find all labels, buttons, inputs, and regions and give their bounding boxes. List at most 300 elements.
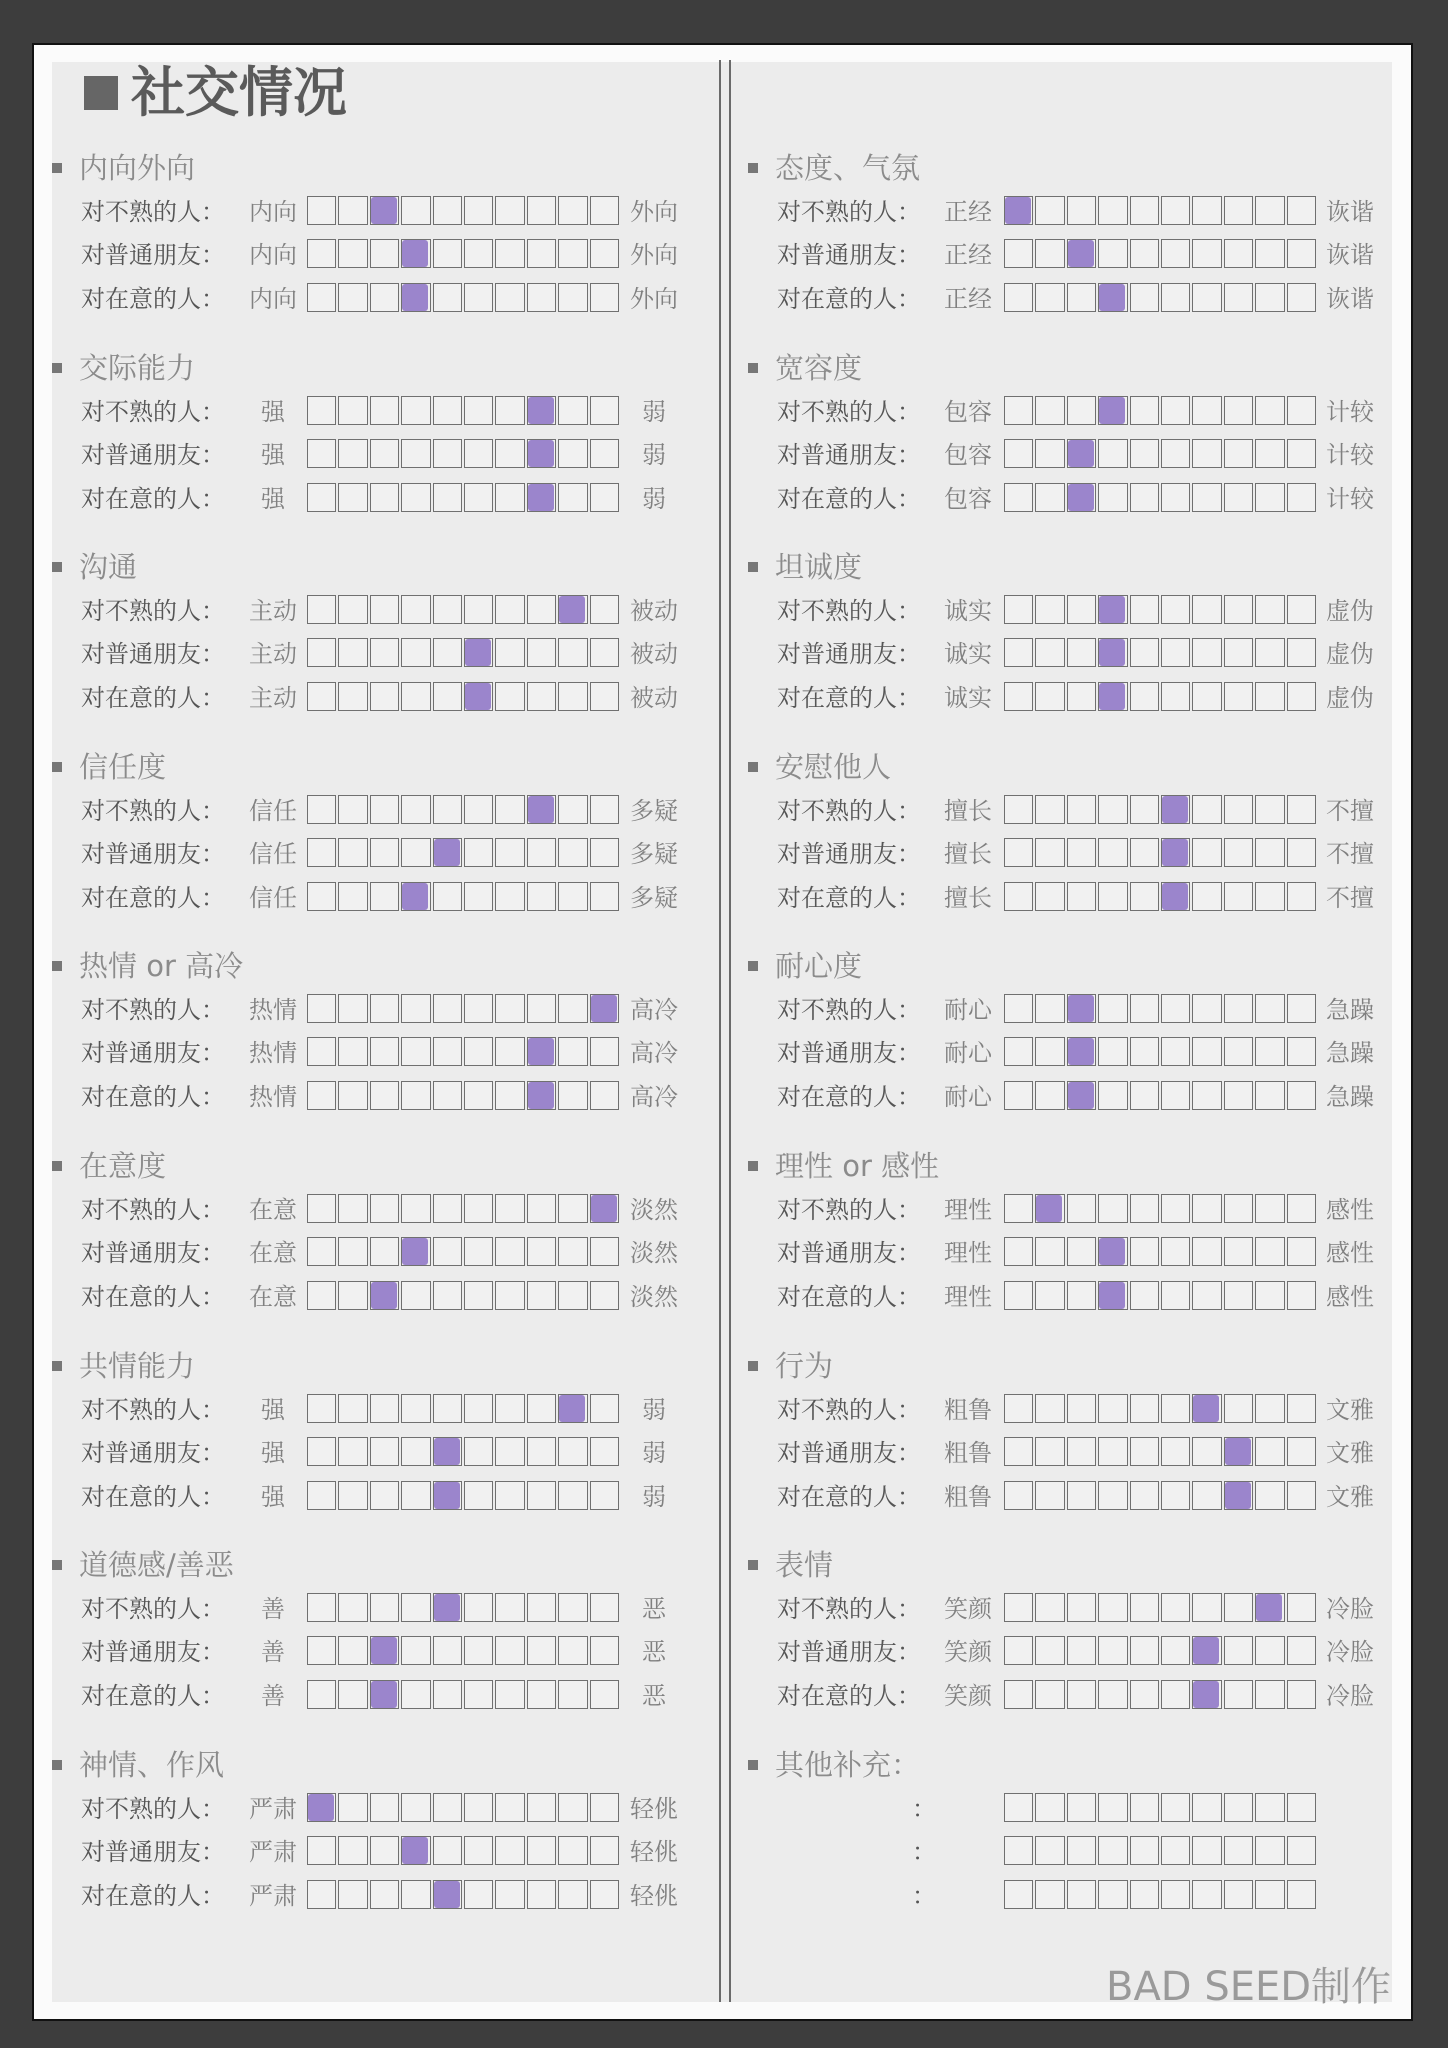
scale-cell[interactable] bbox=[433, 1793, 462, 1822]
scale-cell[interactable] bbox=[307, 838, 336, 867]
scale-cell[interactable] bbox=[433, 283, 462, 312]
scale-cell[interactable] bbox=[1224, 239, 1253, 268]
scale-cell[interactable] bbox=[1192, 795, 1221, 824]
scale-cell[interactable] bbox=[307, 795, 336, 824]
rating-scale[interactable] bbox=[307, 1793, 619, 1824]
scale-cell[interactable] bbox=[1255, 396, 1284, 425]
scale-cell[interactable] bbox=[1161, 595, 1190, 624]
scale-cell[interactable] bbox=[1004, 882, 1033, 911]
scale-cell[interactable] bbox=[1255, 1237, 1284, 1266]
rating-scale[interactable] bbox=[307, 1593, 619, 1624]
scale-cell[interactable] bbox=[1255, 595, 1284, 624]
scale-cell[interactable] bbox=[307, 1593, 336, 1622]
scale-cell[interactable] bbox=[1192, 1836, 1221, 1865]
rating-scale[interactable] bbox=[307, 1081, 619, 1112]
scale-cell[interactable] bbox=[433, 439, 462, 468]
scale-cell[interactable] bbox=[1287, 994, 1316, 1023]
scale-cell[interactable] bbox=[1255, 196, 1284, 225]
scale-cell[interactable] bbox=[558, 994, 587, 1023]
scale-cell[interactable] bbox=[590, 1836, 619, 1865]
scale-cell[interactable] bbox=[338, 1394, 367, 1423]
scale-cell[interactable] bbox=[1287, 483, 1316, 512]
scale-cell[interactable] bbox=[1224, 795, 1253, 824]
scale-cell[interactable] bbox=[370, 1481, 399, 1510]
scale-cell[interactable] bbox=[1161, 1037, 1190, 1066]
blank-scale[interactable] bbox=[1004, 1793, 1316, 1824]
scale-cell-marked[interactable] bbox=[1098, 638, 1127, 667]
scale-cell[interactable] bbox=[1004, 1836, 1033, 1865]
scale-cell[interactable] bbox=[370, 638, 399, 667]
scale-cell-marked[interactable] bbox=[1067, 483, 1096, 512]
scale-cell[interactable] bbox=[1098, 239, 1127, 268]
scale-cell[interactable] bbox=[1035, 239, 1064, 268]
rating-scale[interactable] bbox=[1004, 1037, 1316, 1068]
scale-cell[interactable] bbox=[464, 283, 493, 312]
rating-scale[interactable] bbox=[1004, 483, 1316, 514]
scale-cell[interactable] bbox=[1255, 1037, 1284, 1066]
scale-cell[interactable] bbox=[1161, 483, 1190, 512]
scale-cell[interactable] bbox=[1192, 1194, 1221, 1223]
scale-cell[interactable] bbox=[527, 1836, 556, 1865]
scale-cell[interactable] bbox=[527, 838, 556, 867]
scale-cell[interactable] bbox=[527, 1636, 556, 1665]
scale-cell[interactable] bbox=[590, 1081, 619, 1110]
rating-scale[interactable] bbox=[1004, 682, 1316, 713]
scale-cell[interactable] bbox=[558, 1281, 587, 1310]
scale-cell[interactable] bbox=[1161, 1194, 1190, 1223]
scale-cell-marked[interactable] bbox=[1224, 1481, 1253, 1510]
scale-cell-marked[interactable] bbox=[401, 283, 430, 312]
scale-cell[interactable] bbox=[590, 882, 619, 911]
scale-cell[interactable] bbox=[370, 1793, 399, 1822]
scale-cell[interactable] bbox=[495, 1194, 524, 1223]
scale-cell[interactable] bbox=[307, 1437, 336, 1466]
rating-scale[interactable] bbox=[307, 1836, 619, 1867]
scale-cell[interactable] bbox=[1224, 838, 1253, 867]
scale-cell[interactable] bbox=[527, 196, 556, 225]
scale-cell[interactable] bbox=[1287, 1593, 1316, 1622]
scale-cell[interactable] bbox=[590, 1880, 619, 1909]
scale-cell[interactable] bbox=[338, 283, 367, 312]
scale-cell-marked[interactable] bbox=[590, 994, 619, 1023]
scale-cell[interactable] bbox=[1130, 1437, 1159, 1466]
scale-cell[interactable] bbox=[1035, 1593, 1064, 1622]
scale-cell[interactable] bbox=[1224, 882, 1253, 911]
scale-cell[interactable] bbox=[1224, 1836, 1253, 1865]
rating-scale[interactable] bbox=[307, 483, 619, 514]
scale-cell[interactable] bbox=[495, 1281, 524, 1310]
scale-cell[interactable] bbox=[370, 1237, 399, 1266]
scale-cell[interactable] bbox=[1161, 1836, 1190, 1865]
scale-cell[interactable] bbox=[370, 1836, 399, 1865]
rating-scale[interactable] bbox=[307, 1237, 619, 1268]
scale-cell[interactable] bbox=[1287, 882, 1316, 911]
scale-cell[interactable] bbox=[433, 994, 462, 1023]
scale-cell[interactable] bbox=[1067, 1437, 1096, 1466]
scale-cell[interactable] bbox=[1067, 1680, 1096, 1709]
scale-cell[interactable] bbox=[433, 1194, 462, 1223]
scale-cell[interactable] bbox=[1161, 283, 1190, 312]
rating-scale[interactable] bbox=[1004, 1194, 1316, 1225]
scale-cell[interactable] bbox=[1161, 1394, 1190, 1423]
scale-cell[interactable] bbox=[401, 1037, 430, 1066]
scale-cell[interactable] bbox=[495, 1793, 524, 1822]
scale-cell[interactable] bbox=[1161, 682, 1190, 711]
scale-cell[interactable] bbox=[590, 638, 619, 667]
scale-cell[interactable] bbox=[558, 1481, 587, 1510]
scale-cell[interactable] bbox=[1192, 1880, 1221, 1909]
scale-cell[interactable] bbox=[1130, 196, 1159, 225]
scale-cell[interactable] bbox=[1067, 1593, 1096, 1622]
scale-cell[interactable] bbox=[1130, 1081, 1159, 1110]
scale-cell[interactable] bbox=[338, 638, 367, 667]
scale-cell[interactable] bbox=[1098, 1194, 1127, 1223]
scale-cell[interactable] bbox=[401, 595, 430, 624]
scale-cell[interactable] bbox=[401, 396, 430, 425]
scale-cell[interactable] bbox=[527, 1793, 556, 1822]
scale-cell[interactable] bbox=[1035, 483, 1064, 512]
rating-scale[interactable] bbox=[307, 1394, 619, 1425]
scale-cell-marked[interactable] bbox=[1255, 1593, 1284, 1622]
scale-cell-marked[interactable] bbox=[1067, 994, 1096, 1023]
scale-cell[interactable] bbox=[1035, 1437, 1064, 1466]
scale-cell[interactable] bbox=[338, 1194, 367, 1223]
scale-cell[interactable] bbox=[338, 439, 367, 468]
scale-cell[interactable] bbox=[527, 283, 556, 312]
scale-cell[interactable] bbox=[1192, 838, 1221, 867]
scale-cell[interactable] bbox=[307, 1636, 336, 1665]
scale-cell[interactable] bbox=[370, 483, 399, 512]
scale-cell[interactable] bbox=[1192, 1281, 1221, 1310]
rating-scale[interactable] bbox=[1004, 396, 1316, 427]
scale-cell[interactable] bbox=[370, 283, 399, 312]
scale-cell[interactable] bbox=[307, 1081, 336, 1110]
rating-scale[interactable] bbox=[307, 439, 619, 470]
scale-cell[interactable] bbox=[1287, 439, 1316, 468]
scale-cell[interactable] bbox=[1192, 1593, 1221, 1622]
scale-cell[interactable] bbox=[464, 1680, 493, 1709]
scale-cell[interactable] bbox=[1287, 1437, 1316, 1466]
scale-cell[interactable] bbox=[338, 1281, 367, 1310]
scale-cell[interactable] bbox=[1192, 1237, 1221, 1266]
scale-cell[interactable] bbox=[1224, 994, 1253, 1023]
scale-cell[interactable] bbox=[590, 483, 619, 512]
scale-cell[interactable] bbox=[590, 838, 619, 867]
scale-cell-marked[interactable] bbox=[433, 838, 462, 867]
scale-cell[interactable] bbox=[558, 283, 587, 312]
scale-cell[interactable] bbox=[1035, 1237, 1064, 1266]
scale-cell[interactable] bbox=[495, 1481, 524, 1510]
scale-cell[interactable] bbox=[590, 1394, 619, 1423]
scale-cell[interactable] bbox=[338, 1037, 367, 1066]
scale-cell-marked[interactable] bbox=[527, 795, 556, 824]
scale-cell[interactable] bbox=[1067, 1880, 1096, 1909]
scale-cell[interactable] bbox=[1130, 1037, 1159, 1066]
scale-cell-marked[interactable] bbox=[527, 1081, 556, 1110]
scale-cell[interactable] bbox=[1004, 1680, 1033, 1709]
rating-scale[interactable] bbox=[307, 1437, 619, 1468]
scale-cell[interactable] bbox=[1035, 439, 1064, 468]
scale-cell[interactable] bbox=[590, 1237, 619, 1266]
scale-cell[interactable] bbox=[401, 483, 430, 512]
scale-cell[interactable] bbox=[401, 1636, 430, 1665]
scale-cell-marked[interactable] bbox=[401, 1836, 430, 1865]
scale-cell[interactable] bbox=[1224, 1037, 1253, 1066]
scale-cell[interactable] bbox=[1287, 1394, 1316, 1423]
scale-cell[interactable] bbox=[1130, 1194, 1159, 1223]
scale-cell-marked[interactable] bbox=[1161, 838, 1190, 867]
scale-cell-marked[interactable] bbox=[370, 196, 399, 225]
scale-cell[interactable] bbox=[558, 682, 587, 711]
scale-cell[interactable] bbox=[307, 1481, 336, 1510]
scale-cell[interactable] bbox=[464, 1593, 493, 1622]
scale-cell-marked[interactable] bbox=[527, 483, 556, 512]
scale-cell[interactable] bbox=[1192, 283, 1221, 312]
scale-cell[interactable] bbox=[1004, 1437, 1033, 1466]
scale-cell[interactable] bbox=[1130, 1237, 1159, 1266]
scale-cell[interactable] bbox=[590, 1281, 619, 1310]
scale-cell[interactable] bbox=[370, 1394, 399, 1423]
scale-cell[interactable] bbox=[495, 483, 524, 512]
scale-cell[interactable] bbox=[495, 1237, 524, 1266]
scale-cell[interactable] bbox=[1130, 638, 1159, 667]
scale-cell[interactable] bbox=[1067, 196, 1096, 225]
scale-cell[interactable] bbox=[1067, 1194, 1096, 1223]
scale-cell[interactable] bbox=[1035, 1081, 1064, 1110]
scale-cell[interactable] bbox=[1035, 1394, 1064, 1423]
scale-cell[interactable] bbox=[1067, 838, 1096, 867]
scale-cell-marked[interactable] bbox=[1098, 595, 1127, 624]
scale-cell[interactable] bbox=[1192, 994, 1221, 1023]
scale-cell[interactable] bbox=[495, 795, 524, 824]
scale-cell[interactable] bbox=[1004, 1037, 1033, 1066]
scale-cell[interactable] bbox=[1255, 994, 1284, 1023]
scale-cell[interactable] bbox=[495, 638, 524, 667]
scale-cell[interactable] bbox=[1224, 1636, 1253, 1665]
scale-cell[interactable] bbox=[558, 1237, 587, 1266]
scale-cell[interactable] bbox=[401, 1880, 430, 1909]
scale-cell[interactable] bbox=[1192, 396, 1221, 425]
rating-scale[interactable] bbox=[1004, 196, 1316, 227]
scale-cell[interactable] bbox=[1067, 283, 1096, 312]
scale-cell[interactable] bbox=[401, 439, 430, 468]
scale-cell[interactable] bbox=[338, 1593, 367, 1622]
scale-cell[interactable] bbox=[1035, 638, 1064, 667]
scale-cell[interactable] bbox=[1255, 1680, 1284, 1709]
scale-cell[interactable] bbox=[307, 638, 336, 667]
scale-cell[interactable] bbox=[558, 1793, 587, 1822]
scale-cell[interactable] bbox=[1192, 439, 1221, 468]
rating-scale[interactable] bbox=[1004, 1237, 1316, 1268]
scale-cell[interactable] bbox=[1067, 1836, 1096, 1865]
scale-cell[interactable] bbox=[1287, 1081, 1316, 1110]
scale-cell[interactable] bbox=[1192, 1437, 1221, 1466]
scale-cell[interactable] bbox=[1004, 638, 1033, 667]
scale-cell[interactable] bbox=[1035, 595, 1064, 624]
scale-cell[interactable] bbox=[1067, 638, 1096, 667]
scale-cell[interactable] bbox=[1224, 1593, 1253, 1622]
rating-scale[interactable] bbox=[307, 1481, 619, 1512]
scale-cell[interactable] bbox=[1067, 682, 1096, 711]
rating-scale[interactable] bbox=[307, 994, 619, 1025]
scale-cell[interactable] bbox=[464, 239, 493, 268]
rating-scale[interactable] bbox=[307, 396, 619, 427]
scale-cell[interactable] bbox=[433, 1394, 462, 1423]
rating-scale[interactable] bbox=[1004, 1081, 1316, 1112]
scale-cell[interactable] bbox=[338, 838, 367, 867]
scale-cell[interactable] bbox=[370, 1593, 399, 1622]
scale-cell-marked[interactable] bbox=[370, 1636, 399, 1665]
scale-cell-marked[interactable] bbox=[558, 1394, 587, 1423]
scale-cell[interactable] bbox=[1287, 638, 1316, 667]
scale-cell[interactable] bbox=[370, 838, 399, 867]
scale-cell[interactable] bbox=[1224, 1680, 1253, 1709]
scale-cell[interactable] bbox=[1287, 396, 1316, 425]
scale-cell[interactable] bbox=[1130, 239, 1159, 268]
rating-scale[interactable] bbox=[307, 638, 619, 669]
scale-cell[interactable] bbox=[370, 1037, 399, 1066]
scale-cell[interactable] bbox=[1004, 439, 1033, 468]
scale-cell[interactable] bbox=[495, 283, 524, 312]
scale-cell[interactable] bbox=[1098, 1680, 1127, 1709]
scale-cell-marked[interactable] bbox=[1098, 283, 1127, 312]
scale-cell[interactable] bbox=[401, 1593, 430, 1622]
scale-cell[interactable] bbox=[464, 595, 493, 624]
scale-cell[interactable] bbox=[1035, 1836, 1064, 1865]
scale-cell[interactable] bbox=[401, 682, 430, 711]
rating-scale[interactable] bbox=[1004, 994, 1316, 1025]
rating-scale[interactable] bbox=[1004, 838, 1316, 869]
scale-cell[interactable] bbox=[1098, 882, 1127, 911]
scale-cell[interactable] bbox=[1255, 1281, 1284, 1310]
scale-cell[interactable] bbox=[1192, 1037, 1221, 1066]
scale-cell[interactable] bbox=[338, 396, 367, 425]
scale-cell[interactable] bbox=[1287, 1481, 1316, 1510]
scale-cell[interactable] bbox=[1004, 682, 1033, 711]
scale-cell[interactable] bbox=[401, 638, 430, 667]
scale-cell[interactable] bbox=[1130, 1394, 1159, 1423]
scale-cell-marked[interactable] bbox=[527, 439, 556, 468]
scale-cell-marked[interactable] bbox=[433, 1481, 462, 1510]
scale-cell[interactable] bbox=[307, 1394, 336, 1423]
scale-cell[interactable] bbox=[1224, 1880, 1253, 1909]
scale-cell[interactable] bbox=[590, 1680, 619, 1709]
scale-cell[interactable] bbox=[1067, 1481, 1096, 1510]
scale-cell[interactable] bbox=[495, 682, 524, 711]
scale-cell[interactable] bbox=[401, 1680, 430, 1709]
scale-cell[interactable] bbox=[1067, 1281, 1096, 1310]
scale-cell[interactable] bbox=[1035, 396, 1064, 425]
scale-cell-marked[interactable] bbox=[401, 882, 430, 911]
scale-cell[interactable] bbox=[1287, 1793, 1316, 1822]
scale-cell[interactable] bbox=[1098, 994, 1127, 1023]
scale-cell-marked[interactable] bbox=[464, 638, 493, 667]
scale-cell[interactable] bbox=[433, 1636, 462, 1665]
scale-cell[interactable] bbox=[1004, 1194, 1033, 1223]
scale-cell[interactable] bbox=[401, 1481, 430, 1510]
scale-cell[interactable] bbox=[558, 795, 587, 824]
scale-cell[interactable] bbox=[558, 1194, 587, 1223]
scale-cell[interactable] bbox=[590, 795, 619, 824]
rating-scale[interactable] bbox=[307, 1680, 619, 1711]
scale-cell[interactable] bbox=[1161, 1237, 1190, 1266]
scale-cell-marked[interactable] bbox=[1098, 1281, 1127, 1310]
scale-cell[interactable] bbox=[590, 1793, 619, 1822]
scale-cell[interactable] bbox=[338, 595, 367, 624]
scale-cell[interactable] bbox=[1287, 1836, 1316, 1865]
scale-cell[interactable] bbox=[1098, 1793, 1127, 1822]
scale-cell[interactable] bbox=[1098, 196, 1127, 225]
scale-cell[interactable] bbox=[1004, 1793, 1033, 1822]
scale-cell[interactable] bbox=[370, 1437, 399, 1466]
rating-scale[interactable] bbox=[307, 1636, 619, 1667]
rating-scale[interactable] bbox=[1004, 638, 1316, 669]
scale-cell[interactable] bbox=[1067, 795, 1096, 824]
scale-cell[interactable] bbox=[590, 283, 619, 312]
scale-cell[interactable] bbox=[590, 1481, 619, 1510]
scale-cell-marked[interactable] bbox=[527, 1037, 556, 1066]
scale-cell[interactable] bbox=[1098, 1593, 1127, 1622]
scale-cell[interactable] bbox=[370, 239, 399, 268]
scale-cell[interactable] bbox=[1067, 1636, 1096, 1665]
scale-cell-marked[interactable] bbox=[1192, 1394, 1221, 1423]
scale-cell[interactable] bbox=[1224, 638, 1253, 667]
scale-cell[interactable] bbox=[495, 1437, 524, 1466]
scale-cell[interactable] bbox=[527, 1880, 556, 1909]
scale-cell[interactable] bbox=[558, 396, 587, 425]
scale-cell[interactable] bbox=[1192, 638, 1221, 667]
scale-cell[interactable] bbox=[1067, 1394, 1096, 1423]
scale-cell[interactable] bbox=[1224, 1281, 1253, 1310]
scale-cell[interactable] bbox=[1224, 396, 1253, 425]
scale-cell[interactable] bbox=[1004, 483, 1033, 512]
blank-scale[interactable] bbox=[1004, 1836, 1316, 1867]
rating-scale[interactable] bbox=[307, 196, 619, 227]
scale-cell[interactable] bbox=[370, 1880, 399, 1909]
scale-cell[interactable] bbox=[527, 1237, 556, 1266]
scale-cell[interactable] bbox=[464, 1481, 493, 1510]
scale-cell[interactable] bbox=[464, 1880, 493, 1909]
rating-scale[interactable] bbox=[1004, 1437, 1316, 1468]
scale-cell[interactable] bbox=[1130, 396, 1159, 425]
scale-cell[interactable] bbox=[370, 439, 399, 468]
scale-cell[interactable] bbox=[433, 396, 462, 425]
scale-cell[interactable] bbox=[527, 994, 556, 1023]
scale-cell[interactable] bbox=[464, 1636, 493, 1665]
scale-cell[interactable] bbox=[1192, 1481, 1221, 1510]
scale-cell[interactable] bbox=[1067, 1793, 1096, 1822]
scale-cell[interactable] bbox=[495, 239, 524, 268]
scale-cell[interactable] bbox=[1098, 1880, 1127, 1909]
scale-cell-marked[interactable] bbox=[1067, 1037, 1096, 1066]
scale-cell[interactable] bbox=[1035, 196, 1064, 225]
scale-cell[interactable] bbox=[1161, 994, 1190, 1023]
scale-cell[interactable] bbox=[1130, 838, 1159, 867]
scale-cell-marked[interactable] bbox=[1067, 239, 1096, 268]
scale-cell[interactable] bbox=[1287, 1880, 1316, 1909]
scale-cell[interactable] bbox=[338, 1636, 367, 1665]
scale-cell[interactable] bbox=[307, 439, 336, 468]
scale-cell[interactable] bbox=[370, 795, 399, 824]
scale-cell[interactable] bbox=[338, 1793, 367, 1822]
scale-cell[interactable] bbox=[590, 1037, 619, 1066]
scale-cell[interactable] bbox=[1035, 1037, 1064, 1066]
scale-cell[interactable] bbox=[527, 1593, 556, 1622]
scale-cell[interactable] bbox=[1287, 595, 1316, 624]
scale-cell[interactable] bbox=[1161, 1880, 1190, 1909]
scale-cell[interactable] bbox=[527, 1394, 556, 1423]
scale-cell[interactable] bbox=[307, 283, 336, 312]
